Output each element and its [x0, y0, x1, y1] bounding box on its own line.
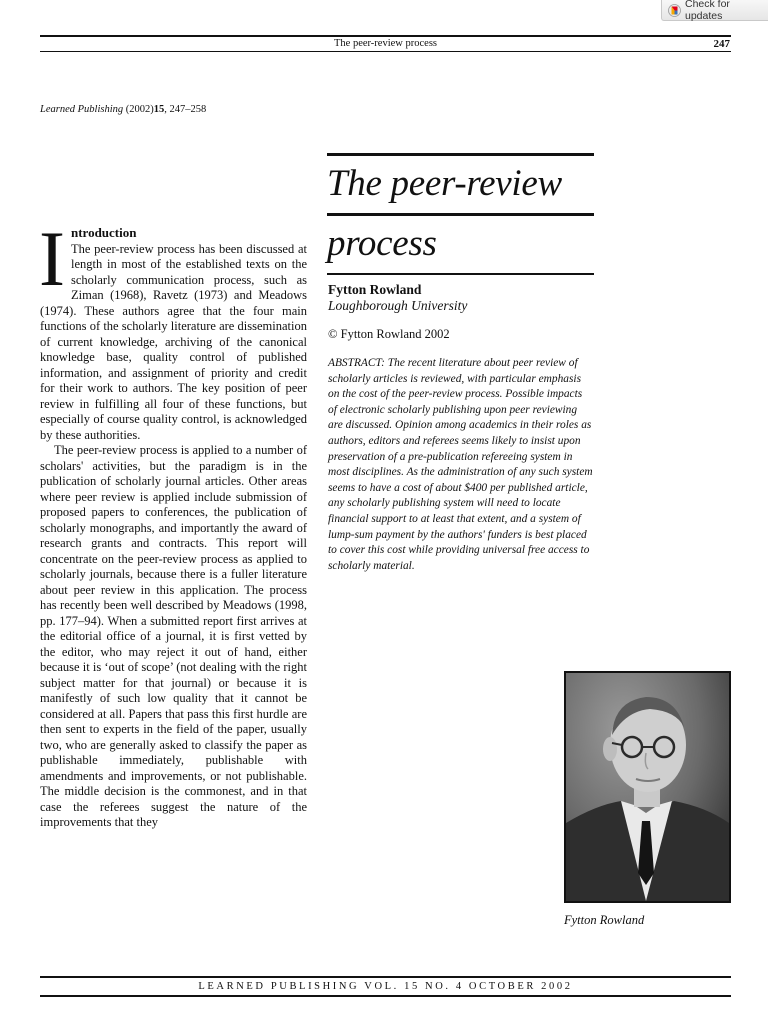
copyright-line: © Fytton Rowland 2002 — [328, 327, 450, 341]
footer-running-foot: LEARNED PUBLISHING VOL. 15 NO. 4 OCTOBER 2002 — [198, 981, 573, 992]
body-paragraph-1: The peer-review process has been discussed at length in most of the established texts on the scholarly communication process, such as Ziman (1968), Ravetz (1973) and Meadows (1974). These authors agree that the four main functions of the scholarly literature are dissemination of current knowledge, archiving of the canonical knowledge base, quality control of published information, and assignment of priority and credit for their work to authors. The key position of peer review in fulfilling all four of these functions, but especially of course quality control, is acknowledged by these authorities. — [40, 241, 307, 442]
author-block — [328, 282, 467, 314]
page-number: 247 — [713, 38, 730, 50]
photo-caption: Fytton Rowland — [564, 913, 645, 927]
footer-top-rule — [40, 976, 731, 978]
author-affiliation: Loughborough University — [328, 298, 468, 313]
title-line-1: The peer-review — [327, 163, 562, 204]
citation-pages: , 247–258 — [164, 104, 207, 115]
header-top-rule — [40, 35, 731, 37]
author-name: Fytton Rowland — [328, 282, 422, 297]
article-title — [327, 153, 594, 275]
drop-cap: I — [39, 215, 65, 302]
section-heading-introduction: ntroduction — [70, 225, 137, 240]
body-paragraph-2: The peer-review process is applied to a number of scholars' activities, but the paradigm is in the publication of scholarly journal articles. Other areas where peer review is applied include submission of proposed papers to conferences, the publication of scholarly monographs, and importantly the award of research grants and contracts. This report will concentrate on the peer-review process as applied to scholarly journals, because there is a fuller literature about peer review in this application. The process has recently been well described by Meadows (1998, pp. 177–94). When a submitted report first arrives at the editorial office of a journal, it is first vetted by the editor, who may reject it out of hand, either because it is ‘out of scope’ (not dealing with the right subject matter for that journal) or because it is manifestly of such low quality that it cannot be considered at all. Papers that pass this first hurdle are then sent to experts in the field of the paper, usually two, who are generally asked to classify the paper as publishable immediately, publishable with amendments and improvements, or not publishable. The middle decision is the commonest, and in that case the referees suggest the nature of the improvements that they — [40, 443, 307, 829]
check-for-updates-button[interactable] — [661, 0, 768, 21]
body-column-left — [39, 215, 307, 831]
abstract: ABSTRACT: The recent literature about peer review of scholarly articles is reviewed, with particular emphasis on the cost of the peer-review process. Possible impacts of electronic scholarly publishing upon peer reviewing are discussed. Opinion among academics in their roles as authors, editors and referees seems likely to insist upon preservation of a pre-publication refereeing system in most disciplines. As the administration of any such system seems to have a cost of about $400 per published article, any scholarly publishing system will need to locate financial support to at least that extent, and a system of lump-sum payment by the authors' funders is best placed to cover this cost while providing universal free access to scholarly material. — [328, 357, 593, 572]
running-head — [40, 38, 731, 50]
title-line-2: process — [327, 223, 437, 264]
journal-citation — [40, 103, 206, 117]
citation-journal: Learned Publishing — [40, 104, 124, 115]
title-rule-bottom — [327, 273, 594, 275]
author-photo — [564, 671, 731, 903]
citation-volume: 15 — [153, 104, 165, 115]
footer-bottom-rule — [40, 995, 731, 997]
check-for-updates-label: Check for updates — [685, 0, 730, 22]
crossmark-icon — [668, 4, 681, 17]
header-bottom-rule — [40, 51, 731, 52]
running-title: The peer-review process — [334, 38, 437, 49]
citation-year: (2002) — [123, 104, 154, 115]
